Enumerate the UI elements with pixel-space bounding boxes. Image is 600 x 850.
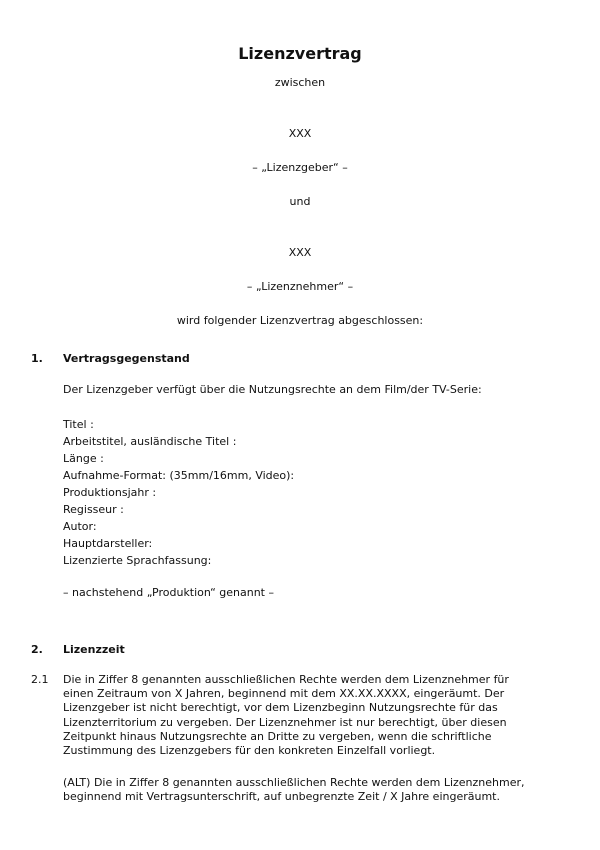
party2-name: XXX [288,246,312,259]
paragraph-line: einen Zeitraum von X Jahren, beginnend mit dem XX.XX.XXXX, eingeräumt. Der [63,687,505,701]
paragraph-line: Zeitpunkt hinaus Nutzungsrechte an Dritte zu vergeben, wenn die schriftliche [63,729,492,743]
field-label: Titel : [63,418,94,431]
section1-number: 1. [31,352,43,365]
field-label: Autor: [63,520,97,533]
section2-heading: Lizenzzeit [63,643,125,656]
production-note: – nachstehend „Produktion“ genannt – [63,586,274,599]
section2-number: 2. [31,643,43,656]
concluded-statement: wird folgender Lizenzvertrag abgeschlossen: [176,314,424,327]
field-label: Regisseur : [63,503,124,516]
field-label: Aufnahme-Format: (35mm/16mm, Video): [63,469,295,482]
paragraph-line: Lizenzgeber ist nicht berechtigt, vor dem Lizenzbeginn Nutzungsrechte für das [63,701,498,715]
paragraph-line: (ALT) Die in Ziffer 8 genannten ausschließlichen Rechte werden dem Lizenznehmer, [63,776,525,789]
party1-name: XXX [288,127,312,140]
party1-role: – „Lizenzgeber“ – [252,161,348,174]
field-label: Arbeitstitel, ausländische Titel : [63,435,237,448]
paragraph-line: beginnend mit Vertragsunterschrift, auf unbegrenzte Zeit / X Jahre eingeräumt. [63,790,500,804]
field-label: Hauptdarsteller: [63,537,153,550]
license-period-paragraph [63,673,509,758]
production-fields-list [63,416,294,569]
section1-intro: Der Lizenzgeber verfügt über die Nutzungsrechte an dem Film/der TV-Serie: [63,383,482,396]
field-label: Länge : [63,452,104,465]
field-label: Lizenzierte Sprachfassung: [63,554,212,567]
alternative-paragraph [63,776,525,804]
paragraph-line: Zustimmung des Lizenzgebers für den konkreten Einzelfall vorliegt. [63,744,436,758]
subsection-number: 2.1 [31,673,49,686]
between-label: zwischen [274,76,326,89]
field-label: Produktionsjahr : [63,486,157,499]
section1-heading: Vertragsgegenstand [63,352,190,365]
party2-role: – „Lizenznehmer“ – [246,280,354,293]
document-title: Lizenzvertrag [238,44,362,63]
and-label: und [289,195,311,208]
paragraph-line: Lizenzterritorium zu vergeben. Der Lizenznehmer ist nur berechtigt, über diesen [63,715,507,729]
paragraph-line: Die in Ziffer 8 genannten ausschließlichen Rechte werden dem Lizenznehmer für [63,673,509,686]
